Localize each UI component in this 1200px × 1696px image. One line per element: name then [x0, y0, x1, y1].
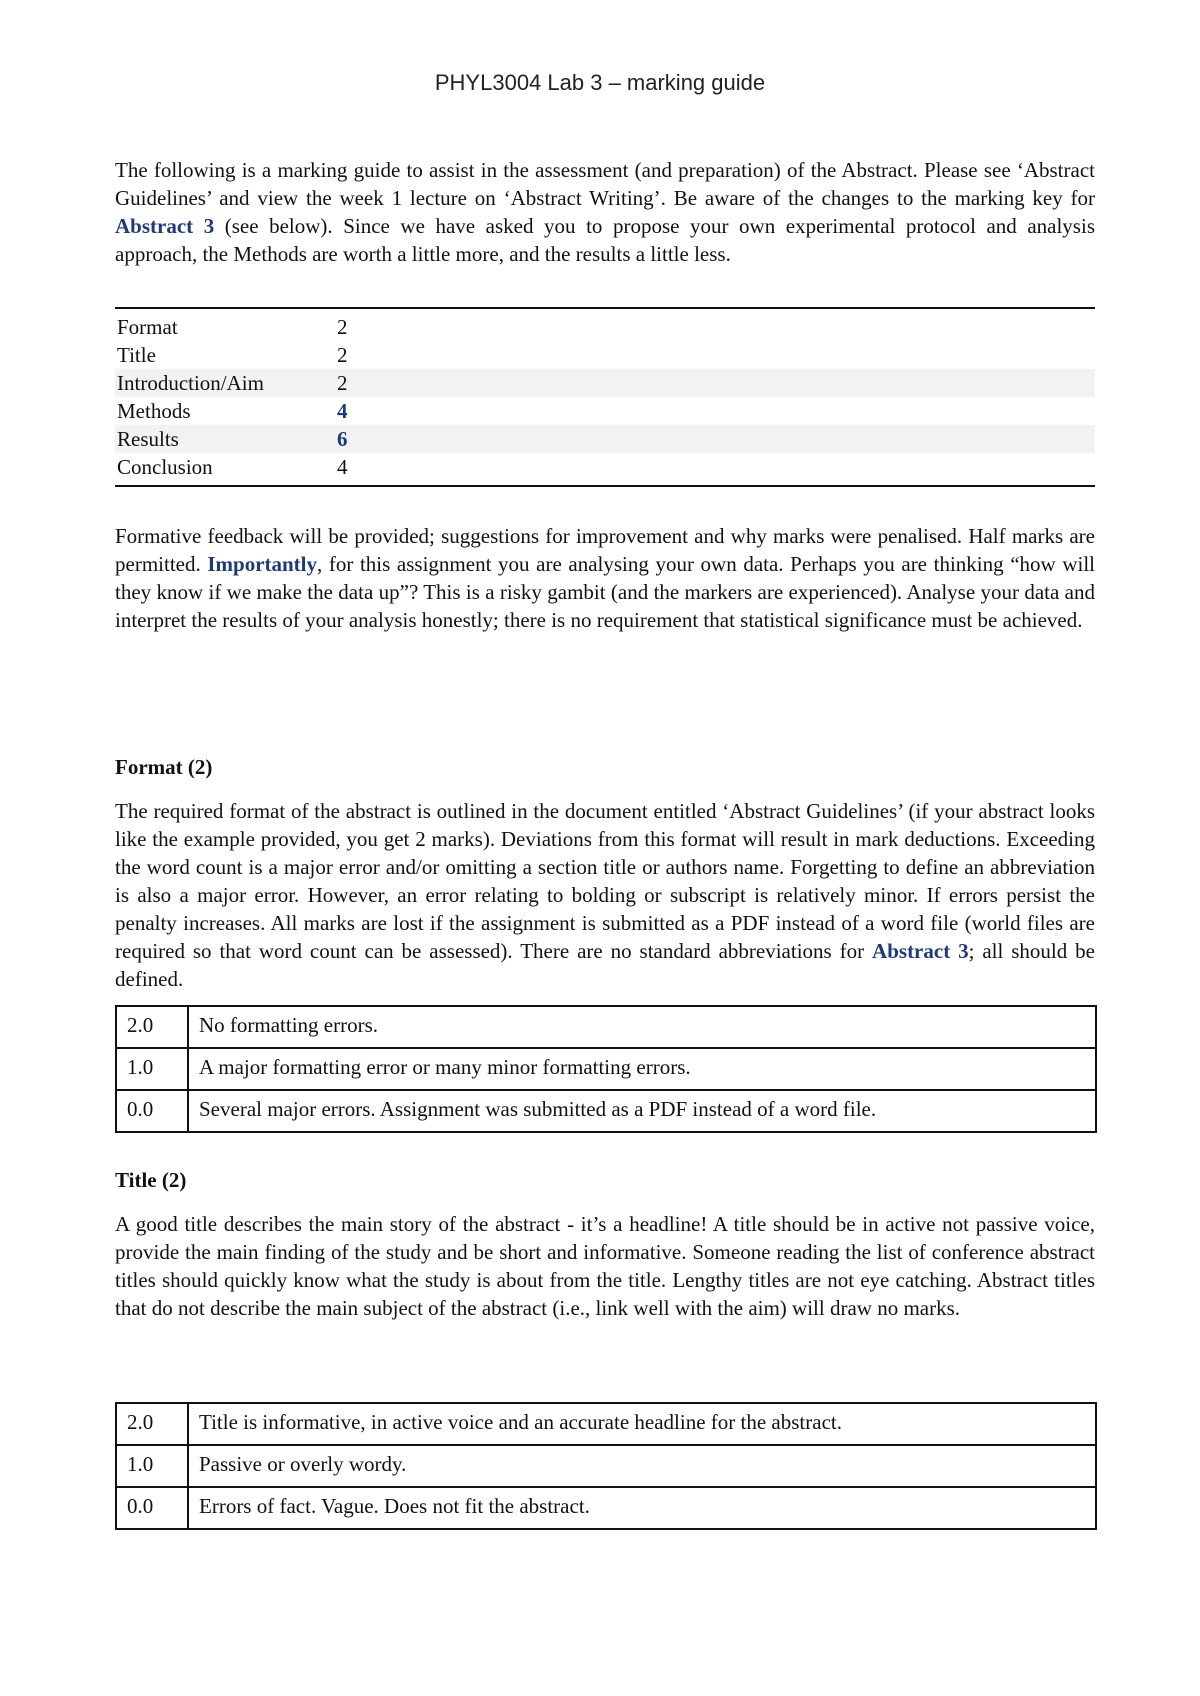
marks-label: Title — [117, 343, 156, 367]
format-rubric-table — [115, 1005, 1097, 1133]
format-highlight: Abstract 3 — [872, 939, 969, 963]
marks-row — [115, 453, 1095, 481]
title-rubric-table — [115, 1402, 1097, 1530]
format-heading: Format (2) — [115, 755, 213, 779]
marks-label: Methods — [117, 399, 191, 423]
format-paragraph — [115, 797, 1095, 993]
rubric-description: A major formatting error or many minor formatting errors. — [199, 1055, 691, 1079]
page-header: PHYL3004 Lab 3 – marking guide — [434, 70, 766, 95]
title-text: A good title describes the main story of the abstract - it’s a headline! A title should be in active not passive voice, provide the main finding of the study and be short and informative. Someone reading the list of conference abstract titles should quickly know what the study is about from the title. Lengthy titles are not eye catching. Abstract titles that do not describe the main subject of the abstract (i.e., link well with the aim) will draw no marks. — [115, 1212, 1095, 1320]
marks-row — [115, 313, 1095, 341]
rubric-description: Several major errors. Assignment was submitted as a PDF instead of a word file. — [199, 1097, 877, 1121]
rubric-score: 1.0 — [117, 1446, 189, 1486]
rubric-row — [117, 1444, 1095, 1486]
rubric-row — [117, 1486, 1095, 1528]
marks-row — [115, 341, 1095, 369]
rubric-score: 2.0 — [117, 1404, 189, 1444]
feedback-paragraph — [115, 522, 1095, 634]
rubric-description: Title is informative, in active voice and an accurate headline for the abstract. — [199, 1410, 842, 1434]
rubric-description: Errors of fact. Vague. Does not fit the abstract. — [199, 1494, 590, 1518]
rubric-description: Passive or overly wordy. — [199, 1452, 407, 1476]
marks-row — [115, 397, 1095, 425]
title-paragraph — [115, 1210, 1095, 1322]
intro-highlight: Abstract 3 — [115, 214, 215, 238]
intro-text-2: (see below). Since we have asked you to propose your own experimental protocol and analysis approach, the Methods are worth a little more, and the results a little less. — [115, 214, 1095, 266]
title-heading: Title (2) — [115, 1168, 187, 1192]
feedback-highlight: Importantly — [207, 552, 318, 576]
rubric-score: 1.0 — [117, 1049, 189, 1089]
marks-row — [115, 369, 1095, 397]
rubric-row — [117, 1089, 1095, 1131]
marks-value: 2 — [337, 343, 348, 367]
marks-value: 2 — [337, 371, 348, 395]
marks-label: Format — [117, 315, 178, 339]
format-text-2: ; all should be defined. — [115, 939, 1095, 991]
marks-row — [115, 425, 1095, 453]
intro-paragraph — [115, 156, 1095, 268]
marks-label: Results — [117, 427, 179, 451]
marks-value: 6 — [337, 427, 348, 451]
marks-value: 4 — [337, 455, 348, 479]
feedback-text-1: Formative feedback will be provided; suggestions for improvement and why marks were penalised. Half marks are permitted. — [115, 524, 1095, 576]
rubric-description: No formatting errors. — [199, 1013, 379, 1037]
intro-text-1: The following is a marking guide to assist in the assessment (and preparation) of the Abstract. Please see ‘Abstract Guidelines’ and view the week 1 lecture on ‘Abstract Writing’. Be aware of the changes to the marking key for — [115, 158, 1095, 210]
rubric-row — [117, 1007, 1095, 1047]
rubric-row — [117, 1404, 1095, 1444]
format-text-1: The required format of the abstract is outlined in the document entitled ‘Abstract Guidelines’ (if your abstract looks like the example provided, you get 2 marks). Deviations from this format will result in mark deductions. Exceeding the word count is a major error and/or omitting a section title or authors name. Forgetting to define an abbreviation is also a major error. However, an error relating to bolding or subscript is relatively minor. If errors persist the penalty increases. All marks are lost if the assignment is submitted as a PDF instead of a word file (world files are required so that word count can be assessed). There are no standard abbreviations for — [115, 799, 1095, 963]
marks-table — [115, 307, 1095, 487]
rubric-score: 2.0 — [117, 1007, 189, 1047]
marks-value: 4 — [337, 399, 348, 423]
rubric-score: 0.0 — [117, 1091, 189, 1131]
rubric-row — [117, 1047, 1095, 1089]
marks-label: Introduction/Aim — [117, 371, 264, 395]
marks-label: Conclusion — [117, 455, 213, 479]
marks-value: 2 — [337, 315, 348, 339]
feedback-text-2: , for this assignment you are analysing your own data. Perhaps you are thinking “how will they know if we make the data up”? This is a risky gambit (and the markers are experienced). Analyse your data and interpret the results of your analysis honestly; there is no requirement that statistical significance must be achieved. — [115, 552, 1095, 632]
rubric-score: 0.0 — [117, 1488, 189, 1528]
